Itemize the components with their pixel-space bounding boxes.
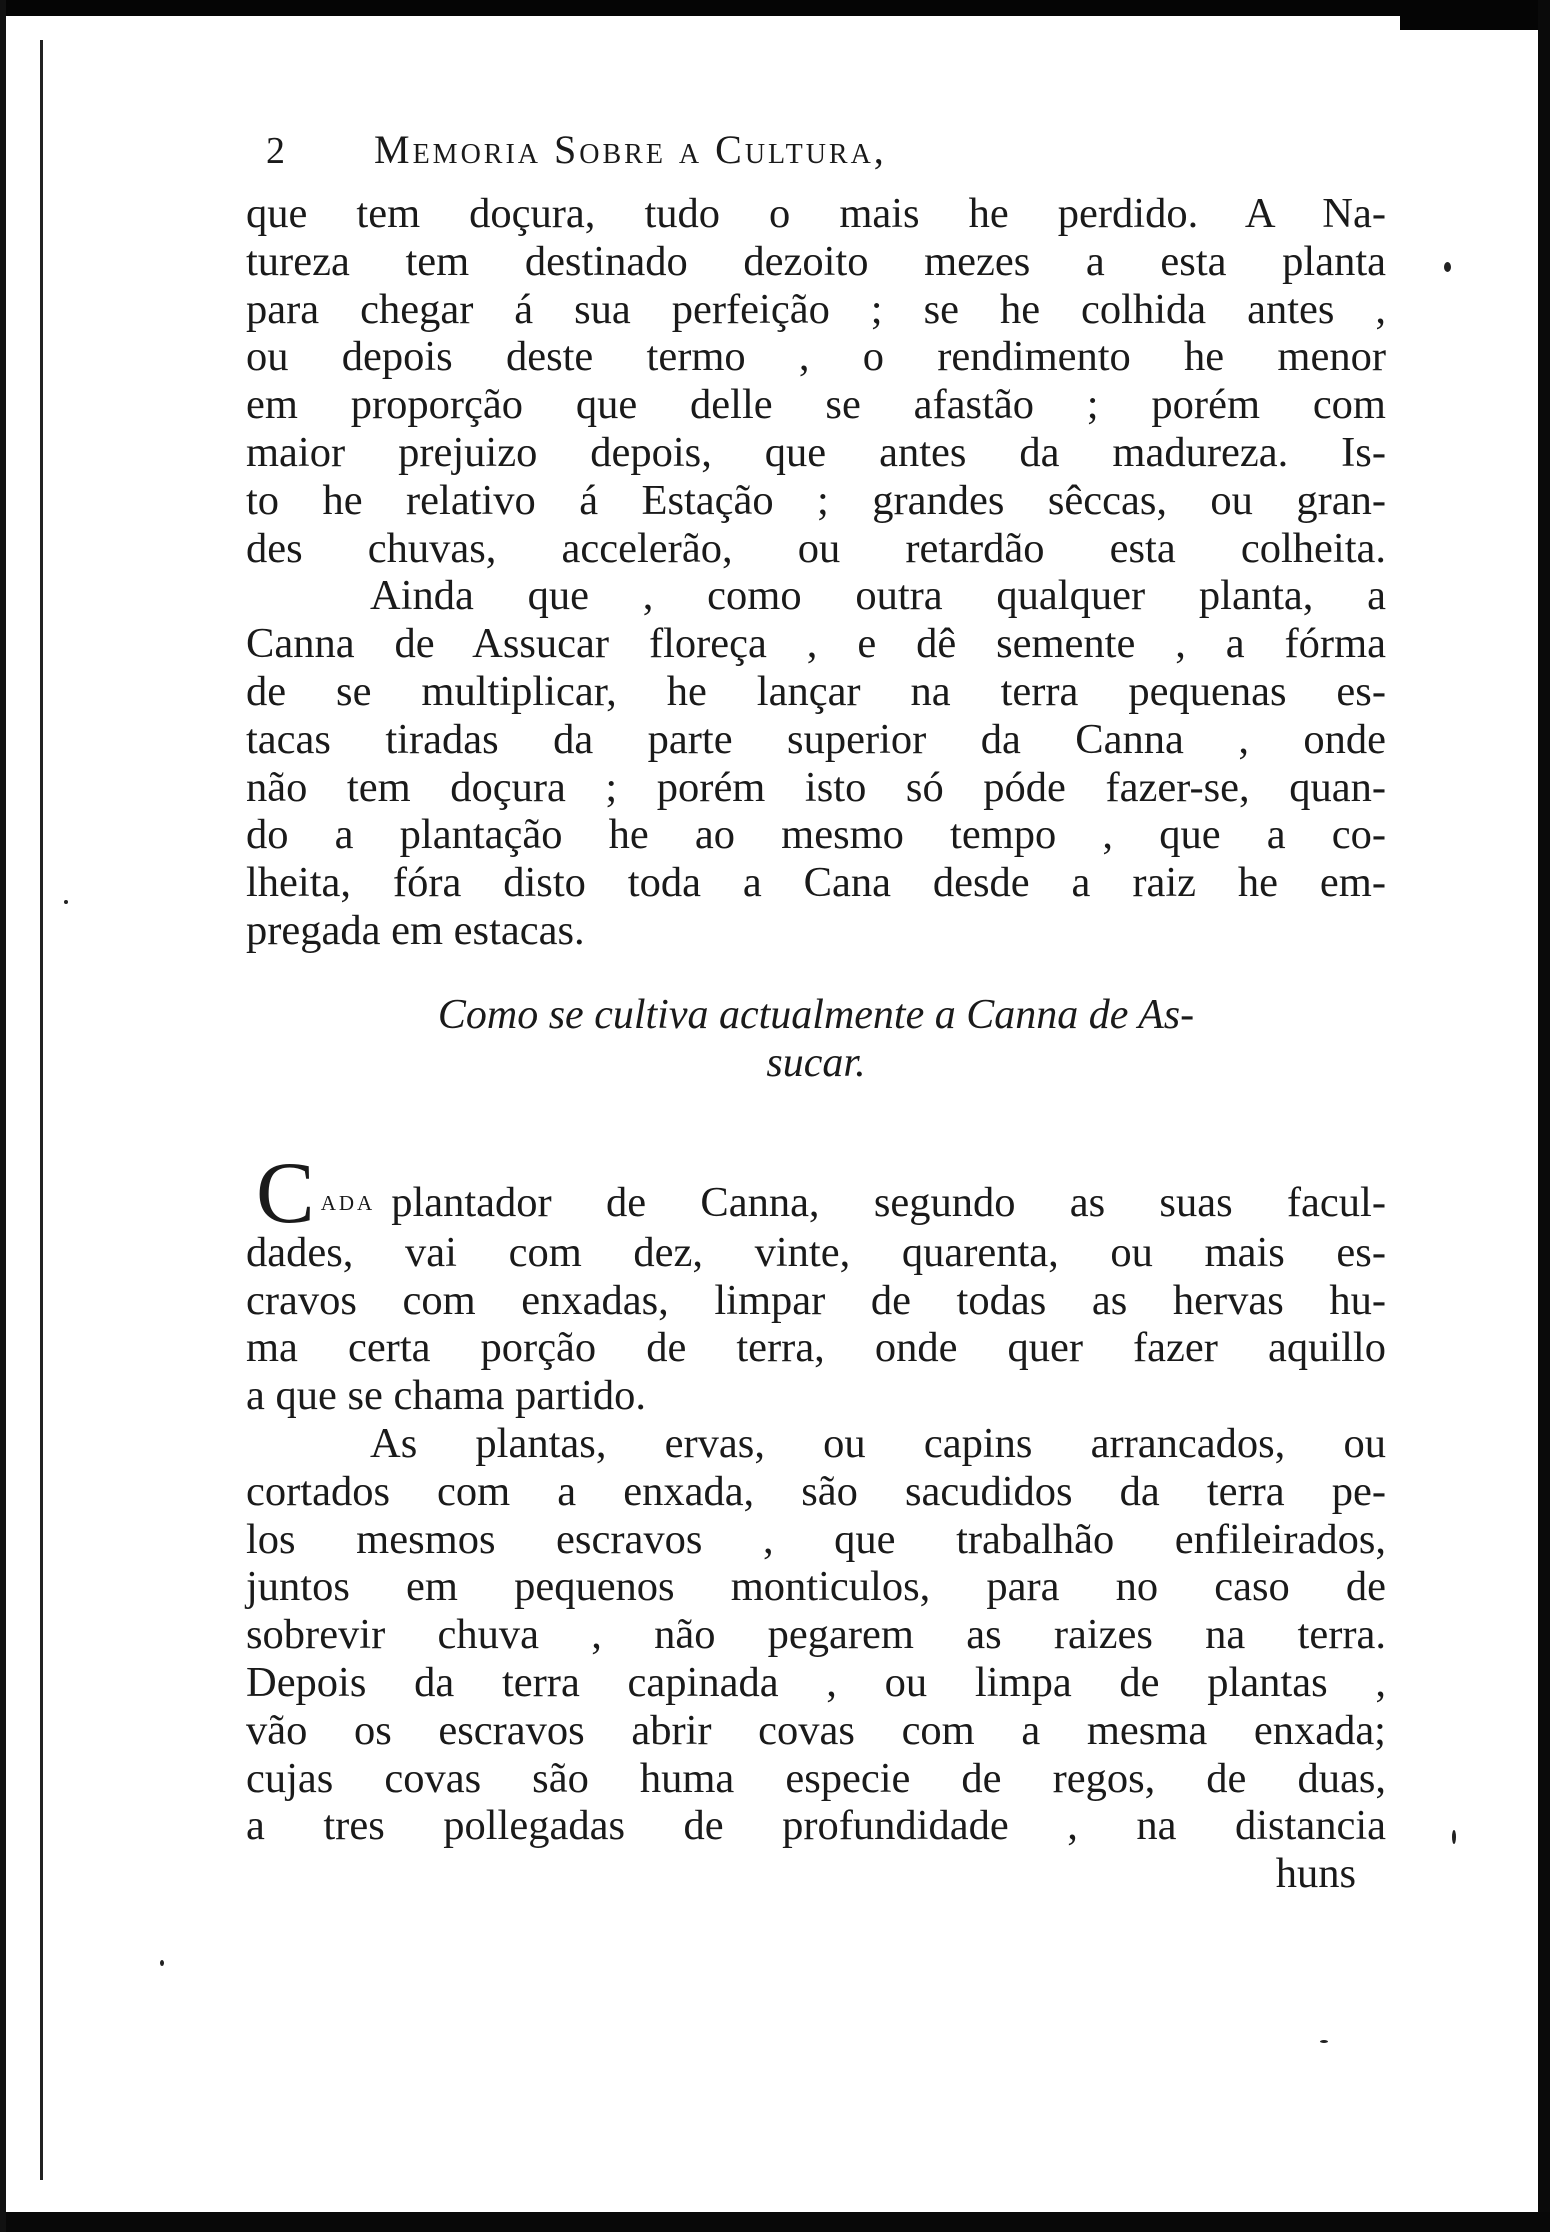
text-line: tacas tiradas da parte superior da Canna , onde — [246, 715, 1386, 763]
text-line: dades, vai com dez, vinte, quarenta, ou mais es- — [246, 1228, 1386, 1276]
text-line: maior prejuizo depois, que antes da madureza. Is- — [246, 428, 1386, 476]
text-line: não tem doçura ; porém isto só póde fazer-se, quan- — [246, 763, 1386, 811]
section-heading — [246, 991, 1386, 1087]
paragraph-1 — [246, 190, 1386, 572]
text-line: ou depois deste termo , o rendimento he menor — [246, 333, 1386, 381]
text-line: pregada em estacas. — [246, 906, 585, 954]
catchword: huns — [1275, 1850, 1356, 1898]
ink-speck — [160, 1960, 164, 1966]
book-page — [246, 126, 1386, 1898]
text-line: lheita, fóra disto toda a Cana desde a raiz he em- — [246, 859, 1386, 907]
catchword-line — [246, 1850, 1386, 1898]
text-line: de se multiplicar, he lançar na terra pequenas es- — [246, 667, 1386, 715]
ink-speck — [1444, 262, 1451, 272]
scan-edge-right — [1538, 0, 1550, 2232]
dropcap-line — [246, 1144, 1386, 1242]
text-line: que tem doçura, tudo o mais he perdido. A Na- — [246, 190, 1386, 237]
text-line: a tres pollegadas de profundidade , na distancia — [246, 1802, 1386, 1850]
text-line: Ainda que , como outra qualquer planta, a — [370, 572, 1386, 620]
text-line: Canna de Assucar floreça , e dê semente , a fórma — [246, 620, 1386, 668]
text-line: a que se chama partido. — [246, 1372, 647, 1420]
heading-line: Como se cultiva actualmente a Canna de As- — [437, 991, 1195, 1038]
drop-capital-tail: ada — [320, 1183, 376, 1217]
scan-edge-top — [0, 0, 1550, 16]
paragraph-4 — [246, 1420, 1386, 1850]
text-line: As plantas, ervas, ou capins arrancados, ou — [370, 1419, 1386, 1467]
binding-gutter-line — [40, 40, 43, 2180]
text-line: des chuvas, accelerão, ou retardão esta colheita. — [246, 524, 1386, 572]
text-line: cravos com enxadas, limpar de todas as hervas hu- — [246, 1276, 1386, 1324]
text-line: los mesmos escravos , que trabalhão enfileirados, — [246, 1515, 1386, 1563]
text-line: ma certa porção de terra, onde quer fazer aquillo — [246, 1324, 1386, 1372]
text-line: cortados com a enxada, são sacudidos da terra pe- — [246, 1467, 1386, 1515]
text-line: cujas covas são huma especie de regos, de duas, — [246, 1754, 1386, 1802]
text-line: do a plantação he ao mesmo tempo , que a co- — [246, 811, 1386, 859]
text-line: para chegar á sua perfeição ; se he colhida antes , — [246, 285, 1386, 333]
ink-speck — [1452, 1830, 1456, 1844]
text-line: Depois da terra capinada , ou limpa de plantas , — [246, 1658, 1386, 1706]
text-line: sobrevir chuva , não pegarem as raizes na terra. — [246, 1611, 1386, 1659]
running-title: Memoria Sobre a Cultura, — [374, 127, 887, 172]
scan-edge-top-right — [1400, 0, 1550, 30]
running-head — [246, 126, 1386, 182]
text-line: to he relativo á Estação ; grandes sêccas, ou gran- — [246, 476, 1386, 524]
text-line: plantador de Canna, segundo as suas facul- — [391, 1178, 1386, 1226]
ink-speck — [64, 900, 68, 904]
text-line: juntos em pequenos monticulos, para no caso de — [246, 1563, 1386, 1611]
heading-line: sucar. — [766, 1039, 866, 1086]
drop-capital: C — [256, 1144, 315, 1242]
text-line: tureza tem destinado dezoito mezes a esta planta — [246, 237, 1386, 285]
page-number: 2 — [266, 130, 288, 172]
ink-speck — [1320, 2040, 1328, 2043]
text-line: em proporção que delle se afastão ; porém com — [246, 381, 1386, 429]
paragraph-2 — [246, 572, 1386, 954]
paragraph-3 — [246, 1144, 1386, 1420]
scan-edge-bottom — [0, 2212, 1550, 2232]
scan-edge-left — [0, 0, 6, 2232]
text-line: vão os escravos abrir covas com a mesma enxada; — [246, 1706, 1386, 1754]
